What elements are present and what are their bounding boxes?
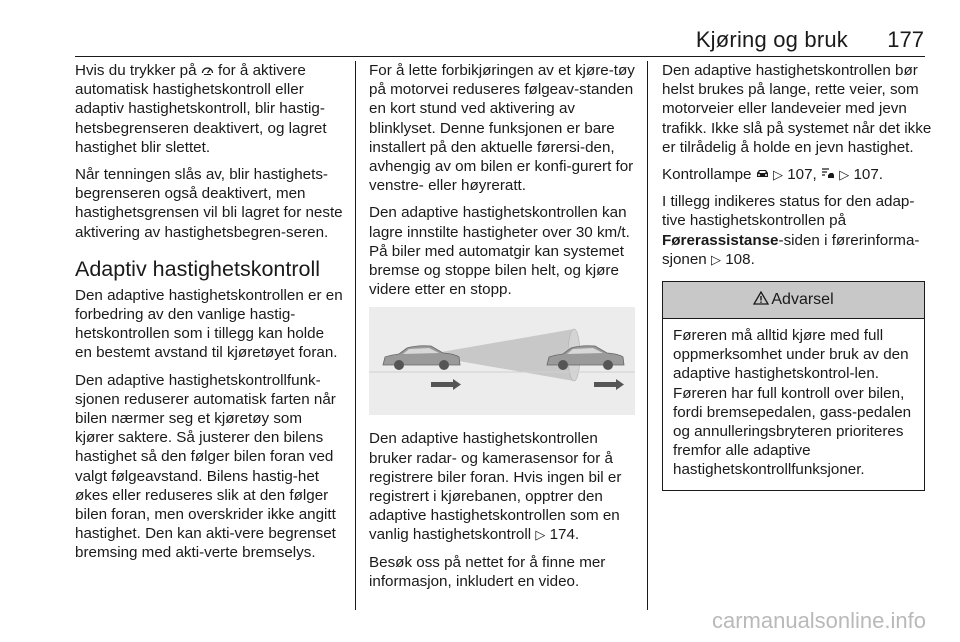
page-number: 177: [887, 27, 924, 52]
header-divider: [75, 56, 925, 57]
paragraph: Den adaptive hastighetskontrollen bør helst brukes på lange, rette veier, som motorveier eller landeveier med jevn trafikk. Ikke slå på systemet når det ikke er tilrådelig å holde en jevn hastighet.: [662, 62, 932, 156]
warning-box: [662, 281, 925, 491]
paragraph: Kontrollampe ▷ 107, ▷ 107.: [662, 166, 884, 184]
column-2: [369, 61, 635, 599]
section-heading: Adaptiv hastighetskontroll: [75, 256, 321, 281]
page-header: [0, 0, 960, 58]
page-ref-arrow-icon: ▷: [535, 527, 546, 543]
paragraph: Den adaptive hastighetskontrollen kan lagre innstilte hastigheter over 30 km/t. På biler med automatgir kan systemet bremse og stoppe bilen helt, og kjøre videre etter en stopp.: [369, 204, 630, 299]
column-1: [75, 61, 345, 571]
paragraph: Den adaptive hastighetskontrollfunk-sjonen reduserer automatisk farten når bilen nærmer seg et kjøretøy som kjører saktere. Så justerer den bilens hastighet så den følger bilen foran ved valgt følgeavstand. Bilens hastig-het økes eller reduseres slik at den følger bilen foran, men overskrider ikke angitt hastighet. Den kan akti-vere begrenset bremsing med akti-verte bremselys.: [75, 371, 336, 562]
speed-limiter-icon: [201, 61, 214, 80]
vehicle-ahead-icon: [756, 165, 769, 184]
warning-header: [663, 282, 924, 319]
page-reference[interactable]: 107: [853, 166, 879, 184]
watermark: carmanualsonline.info: [711, 608, 926, 633]
column-divider-2: [647, 61, 648, 610]
warning-title: Advarsel: [771, 291, 834, 309]
warning-triangle-icon: [753, 290, 769, 309]
paragraph: For å lette forbikjøringen av et kjøre-tøy på motorvei reduseres følgeav-standen en kort stund ved aktivering av blinklyset. Denne funksjonen er bare installert på den aktuelle førersi-den, avhengig av om bilen er konfi-gurert for venstre- eller høyreratt.: [369, 62, 635, 195]
column-3: [662, 61, 932, 491]
page-ref-arrow-icon: ▷: [710, 251, 721, 267]
paragraph: Den adaptive hastighetskontrollen bruker radar- og kamerasensor for å registrere biler foran. Hvis ingen bil er registrert i kjørebanen, opptrer den adaptive hastighetskontrollen som en vanlig hastighetskontroll ▷ 174.: [369, 430, 622, 544]
page-ref-arrow-icon: ▷: [772, 167, 783, 183]
menu-name-text: Førerassistanse: [662, 231, 779, 249]
paragraph: Besøk oss på nettet for å finne mer informasjon, inkludert en video.: [369, 553, 606, 590]
warning-body: Føreren må alltid kjøre med full oppmerksomhet under bruk av den adaptive hastighetskontrol-len. Føreren har full kontroll over bilen, fordi bremsepedalen, gass-pedalen og annulleringsbryteren prioriteres fremfor alle adaptive hastighetskontrollfunksjoner.: [673, 327, 912, 479]
page-ref-arrow-icon: ▷: [839, 167, 850, 183]
paragraph: Hvis du trykker på for å aktivere automatisk hastighetskontroll eller adaptiv hastighetskontroll, blir hastig-hetsbegrenseren deaktivert, og lagret hastighet blir slettet.: [75, 62, 327, 156]
paragraph: Når tenningen slås av, blir hastighets-begrenseren også deaktivert, men hastighetsgrensen vil bli lagret for neste aktivering av hastighetsbegren-seren.: [75, 166, 343, 241]
paragraph: I tillegg indikeres status for den adap-tive hastighetskontrollen på Førerassistanse-siden i førerinforma-sjonen ▷ 108.: [662, 193, 920, 268]
page-title: Kjøring og bruk: [695, 27, 848, 52]
paragraph: Den adaptive hastighetskontrollen er en forbedring av den vanlige hastig-hetskontrollen som i tillegg kan holde en bestemt avstand til kjøretøyet foran.: [75, 286, 343, 362]
page-reference[interactable]: 108: [725, 250, 751, 268]
page-reference[interactable]: 174: [549, 526, 575, 544]
page-reference[interactable]: 107: [787, 166, 813, 184]
adaptive-cruise-icon: [821, 165, 835, 184]
acc-illustration: [369, 307, 635, 415]
column-divider-1: [355, 61, 356, 610]
